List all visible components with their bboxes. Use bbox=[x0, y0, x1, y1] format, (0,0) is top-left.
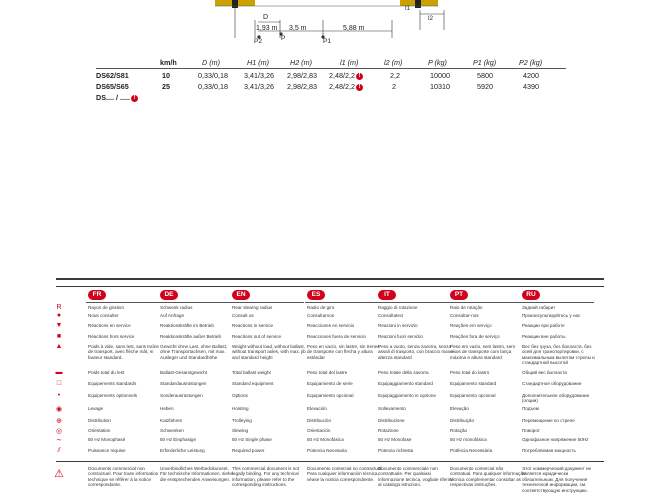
cell: 0,33/0,18 bbox=[198, 71, 228, 80]
col-header-P1: P1 (kg) bbox=[473, 58, 497, 67]
glossary-es-item: Distribución bbox=[307, 418, 331, 423]
glossary-it-item: Consultateci bbox=[378, 313, 404, 318]
glossary-it-item: 50 Hz Monofase bbox=[378, 437, 412, 442]
language-badge-pt: PT bbox=[450, 290, 468, 300]
dim-5-88: 5,88 m bbox=[343, 25, 365, 32]
slash-icon: ⫽ bbox=[57, 447, 61, 454]
col-header-D: D (m) bbox=[202, 58, 220, 67]
dim-D: D bbox=[263, 14, 269, 21]
glossary-en-item: Required power bbox=[232, 448, 265, 453]
circle-ring-icon: ◎ bbox=[55, 428, 63, 435]
glossary-pt-item: Equipamento standard bbox=[450, 381, 497, 386]
column-underline bbox=[86, 302, 160, 303]
glossary-pt-item: Reações em serviço bbox=[450, 323, 492, 328]
glossary-ru-item: Стандартное оборудование bbox=[522, 381, 582, 386]
glossary-de-item: Schwenk radius bbox=[160, 305, 193, 310]
glossary-it-item: Equipaggiamento in opzione bbox=[378, 393, 436, 398]
glossary-pt-item: Reações fora de serviço bbox=[450, 334, 500, 339]
column-underline bbox=[376, 302, 450, 303]
glossary-pt-item: Consultar-nos bbox=[450, 313, 479, 318]
glossary-en-item: Standard equipment bbox=[232, 381, 274, 386]
glossary-it-item: Equipaggiamento standard bbox=[378, 381, 433, 386]
note-icon: ! bbox=[131, 95, 138, 102]
cell: 4200 bbox=[523, 71, 539, 80]
glossary-pt-item: Potência Necessária bbox=[450, 448, 493, 453]
glossary-ru-item: Однофазное напряжение 50Hz bbox=[522, 437, 589, 442]
glossary-en-item: Options bbox=[232, 393, 248, 398]
glossary-fr-item: Poids total du lest bbox=[88, 370, 125, 375]
glossary-ru-item: Потребляемая мощность bbox=[522, 448, 576, 453]
warning-icon: ⚠ bbox=[54, 468, 64, 480]
glossary-es-item: Reacciones fuera de servicio bbox=[307, 334, 366, 339]
glossary-fr-item: Réactions hors service bbox=[88, 334, 135, 339]
glossary-it-item: Documento commerciale non contrattuale. Per qualsiasi informazione tecnica, vogliate riferirvi al catalogo istruzioni. bbox=[378, 466, 454, 488]
glossary-ru-item: Перемещение по стреле bbox=[522, 418, 575, 423]
glossary-fr-item: Puissance requise bbox=[88, 448, 126, 453]
glossary-it-item: Peso totale della zavorra bbox=[378, 370, 429, 375]
wave-icon: ∼ bbox=[56, 437, 62, 444]
glossary-de-item: Standardausrüstungen bbox=[160, 381, 207, 386]
point-P: P bbox=[281, 35, 286, 42]
glossary-es-item: Equipamiento de serie bbox=[307, 381, 353, 386]
glossary-es-item: 50 Hz Monofásica bbox=[307, 437, 344, 442]
square-icon: ■ bbox=[56, 333, 62, 340]
column-underline bbox=[520, 302, 594, 303]
glossary-es-item: Orientación bbox=[307, 428, 331, 433]
glossary-es-item: Equipamiento opcional bbox=[307, 393, 354, 398]
col-header-kmh: km/h bbox=[160, 58, 177, 67]
col-header-P: P (kg) bbox=[428, 58, 447, 67]
divider-bottom bbox=[56, 461, 604, 462]
glossary-ru-item: Проконсультируйтесь у нас bbox=[522, 313, 581, 318]
cell: 10000 bbox=[430, 71, 450, 80]
glossary-en-item: Reactions in service bbox=[232, 323, 274, 328]
triangle-up-icon: ▲ bbox=[55, 343, 63, 350]
glossary-it-item: Peso a vuoto, senza zavorra, senza assali di trasporto, con braccio max e altezza standard bbox=[378, 344, 454, 360]
crane-dimension-drawing bbox=[0, 0, 648, 45]
glossary-fr-item: Orientation bbox=[88, 428, 111, 433]
cell-l1: 2,48/2,2 ! bbox=[329, 82, 363, 91]
glossary-it-item: Sollevamento bbox=[378, 406, 406, 411]
glossary-de-item: Reaktionskräfte außer Betrieb bbox=[160, 334, 222, 339]
glossary-es-item: Radio de giro bbox=[307, 305, 335, 310]
language-badge-ru: RU bbox=[522, 290, 540, 300]
glossary-it-item: Distribuzione bbox=[378, 418, 405, 423]
col-header-l1: l1 (m) bbox=[340, 58, 359, 67]
row-label-ds62: DS62/S81 bbox=[96, 71, 129, 80]
triangle-down-icon: ▼ bbox=[55, 322, 63, 329]
glossary-ru-item: Задний габарит bbox=[522, 305, 556, 310]
glossary-ru-item: Подъем bbox=[522, 406, 539, 411]
glossary-pt-item: Documento comercial não contratual. Para qualquer informação técnica complementar consultar as respectivas instruções. bbox=[450, 466, 526, 488]
glossary-es-item: Elevación bbox=[307, 406, 327, 411]
language-badge-de: DE bbox=[160, 290, 178, 300]
glossary-en-item: Hoisting bbox=[232, 406, 249, 411]
glossary-it-item: Reazioni fuori servizio bbox=[378, 334, 423, 339]
col-header-P2: P2 (kg) bbox=[519, 58, 543, 67]
glossary-ru-item: Общий вес балласта bbox=[522, 370, 567, 375]
language-badge-es: ES bbox=[307, 290, 325, 300]
cell: 10 bbox=[162, 71, 170, 80]
col-header-H1: H1 (m) bbox=[247, 58, 269, 67]
glossary-fr-item: Levage bbox=[88, 406, 104, 411]
glossary-fr-item: Equipements optionnels bbox=[88, 393, 138, 398]
language-badge-it: IT bbox=[378, 290, 396, 300]
glossary-en-item: Rear slewing radius bbox=[232, 305, 273, 310]
language-badge-fr: FR bbox=[88, 290, 106, 300]
glossary-de-item: Auf Anfrage bbox=[160, 313, 185, 318]
glossary-fr-item: Nous consulter bbox=[88, 313, 119, 318]
glossary-en-item: This commercial document is not legally binding. For any technical information, please refer to the corresponding instructions. bbox=[232, 466, 300, 488]
glossary-it-item: Potenza richiesta bbox=[378, 448, 414, 453]
dim-3-5: 3,5 m bbox=[289, 25, 307, 32]
row-label-ds65: DS65/S65 bbox=[96, 82, 129, 91]
divider-top-thin bbox=[56, 286, 604, 287]
glossary-it-item: Raggio di rotazione bbox=[378, 305, 418, 310]
cell: 2,98/2,83 bbox=[287, 82, 317, 91]
cell: 3,41/3,26 bbox=[244, 71, 274, 80]
cell: 10310 bbox=[430, 82, 450, 91]
R-icon: R bbox=[56, 304, 62, 311]
glossary-ru-item: Дополнительное оборудование (опции) bbox=[522, 393, 590, 404]
glossary-pt-item: 50 Hz monofásica bbox=[450, 437, 487, 442]
glossary-es-item: Potencia Necesaria bbox=[307, 448, 347, 453]
glossary-pt-item: Raio de rotação bbox=[450, 305, 483, 310]
glossary-en-item: 50 Hz Single phase bbox=[232, 437, 272, 442]
column-underline bbox=[230, 302, 304, 303]
glossary-de-item: Reaktionskräfte im Betrieb bbox=[160, 323, 214, 328]
dim-l1: I1 bbox=[405, 6, 411, 12]
glossary-en-item: Weight without load, without ballast, without transport axles, with max. jib and standard height bbox=[232, 344, 306, 360]
glossary-ru-item: Поворот bbox=[522, 428, 540, 433]
glossary-pt-item: Peso em vazio, sem lastro, sem eixos de transporte com lança máxima e altura standard bbox=[450, 344, 516, 360]
glossary-en-item: Trolleying bbox=[232, 418, 252, 423]
cell: 2,2 bbox=[390, 71, 400, 80]
point-P1: P1 bbox=[323, 38, 331, 45]
glossary-ru-item: Реакции при работе bbox=[522, 323, 565, 328]
language-badge-en: EN bbox=[232, 290, 250, 300]
glossary-de-item: 50 Hz Einphasige bbox=[160, 437, 197, 442]
divider-top bbox=[56, 278, 604, 280]
glossary-pt-item: Equipamento opcional bbox=[450, 393, 496, 398]
glossary-fr-item: Distribution bbox=[88, 418, 111, 423]
glossary-fr-item: Rayon de giration bbox=[88, 305, 125, 310]
glossary-pt-item: Peso total do lastro bbox=[450, 370, 490, 375]
glossary-it-item: Rotazione bbox=[378, 428, 399, 433]
dot-small-icon: • bbox=[57, 392, 61, 399]
glossary-fr-item: Documents commercial non contractuel. Pour toute information technique se référer à la notice correspondante. bbox=[88, 466, 159, 488]
cell: 5800 bbox=[477, 71, 493, 80]
glossary-pt-item: Distribuição bbox=[450, 418, 474, 423]
glossary-de-item: Gewicht ohne Last, ohne Ballast, ohne Transportachsen, mit max. Ausleger und Standardhöhe bbox=[160, 344, 228, 360]
cell: 3,41/3,26 bbox=[244, 82, 274, 91]
glossary-es-item: Documento comercial no contractual. Para cualquier información técnica, véase la noticia correspondiente. bbox=[307, 466, 383, 482]
row-label-other: DS.... / ..... ! bbox=[96, 93, 138, 102]
column-underline bbox=[305, 302, 379, 303]
circle-arrows-icon: ⊕ bbox=[56, 418, 62, 425]
glossary-de-item: Sonderausrüstungen bbox=[160, 393, 203, 398]
cell: 0,33/0,18 bbox=[198, 82, 228, 91]
glossary-es-item: Consultarnos bbox=[307, 313, 335, 318]
dim-1-93: 1,93 m bbox=[256, 25, 278, 32]
glossary-en-item: Slewing bbox=[232, 428, 249, 433]
circle-dot-icon: ◉ bbox=[55, 406, 63, 413]
cell: 5920 bbox=[477, 82, 493, 91]
table-rule bbox=[96, 68, 566, 69]
glossary-de-item: Schwenken bbox=[160, 428, 184, 433]
point-P2: P2 bbox=[254, 38, 262, 45]
glossary-fr-item: Réactions en service bbox=[88, 323, 131, 328]
glossary-pt-item: Elevação bbox=[450, 406, 469, 411]
glossary-pt-item: Rotação bbox=[450, 428, 468, 433]
glossary-fr-item: Equipements standards bbox=[88, 381, 137, 386]
cell: 25 bbox=[162, 82, 170, 91]
square-outline-icon: □ bbox=[56, 380, 62, 387]
glossary-ru-item: Этот коммерческий документ не является юридически обязательным. Для получения технической информации, см. соответствующую инструкцию. bbox=[522, 466, 592, 493]
column-underline bbox=[448, 302, 522, 303]
cell-l1: 2,48/2,2 ! bbox=[329, 71, 363, 80]
glossary-es-item: Peso total del lastre bbox=[307, 370, 348, 375]
glossary-de-item: Heben bbox=[160, 406, 174, 411]
glossary-en-item: Reactions out of service bbox=[232, 334, 282, 339]
glossary-ru-item: Вес без груза, без балласта, без осей для транспортировки, с максимальным вылетом стрелы и стандартной высотой bbox=[522, 344, 595, 366]
glossary-de-item: Katzfahren bbox=[160, 418, 183, 423]
glossary-en-item: Total ballast weight bbox=[232, 370, 271, 375]
column-underline bbox=[158, 302, 232, 303]
double-square-icon: ▬ bbox=[55, 369, 63, 376]
glossary-fr-item: Poids à vide, sans lest, sans traîne de transport, avec flèche mât, ni fauteur standard. bbox=[88, 344, 159, 360]
col-header-l2: l2 (m) bbox=[384, 58, 403, 67]
dot-icon: ● bbox=[56, 312, 62, 319]
cell: 2,98/2,83 bbox=[287, 71, 317, 80]
note-icon: ! bbox=[356, 84, 363, 91]
col-header-H2: H2 (m) bbox=[290, 58, 312, 67]
dim-l2: I2 bbox=[428, 16, 434, 22]
glossary-de-item: Unverbindliches Werbedokument. Für technische Informationen, siehe die entsprechenden Anweisungen. bbox=[160, 466, 234, 482]
glossary-es-item: Reacciones en servicio bbox=[307, 323, 355, 328]
cell: 4390 bbox=[523, 82, 539, 91]
glossary-it-item: Reazioni in servizio bbox=[378, 323, 418, 328]
note-icon: ! bbox=[356, 73, 363, 80]
glossary-de-item: Erforderliche Leistung bbox=[160, 448, 205, 453]
glossary-de-item: Ballast-Gesamtgewicht bbox=[160, 370, 207, 375]
glossary-fr-item: 50 Hz Monophasé bbox=[88, 437, 126, 442]
glossary-ru-item: Реакции вне работы bbox=[522, 334, 566, 339]
glossary-es-item: Peso en vacío, sin lastre, sin trenes de transporte con flecha y altura estándar bbox=[307, 344, 380, 360]
cell: 2 bbox=[392, 82, 396, 91]
glossary-en-item: Consult us bbox=[232, 313, 254, 318]
